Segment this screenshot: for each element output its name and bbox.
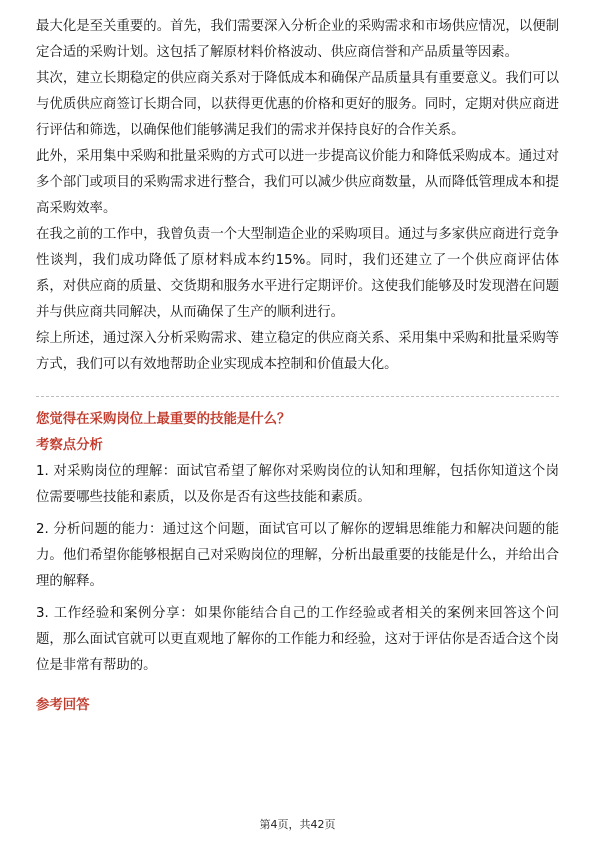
reference-heading: 参考回答 [36, 698, 90, 713]
body-paragraph: 综上所述，通过深入分析采购需求、建立稳定的供应商关系、采用集中采购和批量采购等方式，我们可以有效地帮助企业实现成本控制和价值最大化。 [36, 331, 559, 372]
body-paragraph: 最大化是至关重要的。首先，我们需要深入分析企业的采购需求和市场供应情况，以便制定合适的采购计划。这包括了解原材料价格波动、供应商信誉和产品质量等因素。 [36, 19, 559, 60]
body-paragraph: 其次，建立长期稳定的供应商关系对于降低成本和确保产品质量具有重要意义。我们可以与优质供应商签订长期合同，以获得更优惠的价格和更好的服务。同时，定期对供应商进行评估和筛选，以确保他们能够满足我们的需求并保持良好的合作关系。 [36, 71, 559, 138]
analysis-item: 3. 工作经验和案例分享：如果你能结合自己的工作经验或者相关的案例来回答这个问题，那么面试官就可以更直观地了解你的工作能力和经验，这对于评估你是否适合这个岗位是非常有帮助的。 [36, 606, 559, 673]
document-page [36, 14, 559, 719]
body-paragraph: 此外，采用集中采购和批量采购的方式可以进一步提高议价能力和降低采购成本。通过对多个部门或项目的采购需求进行整合，我们可以减少供应商数量，从而降低管理成本和提高采购效率。 [36, 149, 559, 216]
analysis-item: 1. 对采购岗位的理解：面试官希望了解你对采购岗位的认知和理解，包括你知道这个岗位需要哪些技能和素质，以及你是否有这些技能和素质。 [36, 464, 559, 505]
body-paragraph: 在我之前的工作中，我曾负责一个大型制造企业的采购项目。通过与多家供应商进行竞争性谈判，我们成功降低了原材料成本约15%。同时，我们还建立了一个供应商评估体系，对供应商的质量、交货期和服务水平进行定期评价。这使我们能够及时发现潜在问题并与供应商共同解决，从而确保了生产的顺利进行。 [36, 227, 559, 320]
page-footer: 第4页，共42页 [259, 818, 336, 831]
question-heading: 您觉得在采购岗位上最重要的技能是什么？ [36, 412, 291, 427]
analysis-heading: 考察点分析 [36, 438, 103, 453]
section-divider [36, 396, 559, 397]
analysis-item: 2. 分析问题的能力：通过这个问题，面试官可以了解你的逻辑思维能力和解决问题的能力。他们希望你能够根据自己对采购岗位的理解，分析出最重要的技能是什么，并给出合理的解释。 [36, 522, 559, 589]
